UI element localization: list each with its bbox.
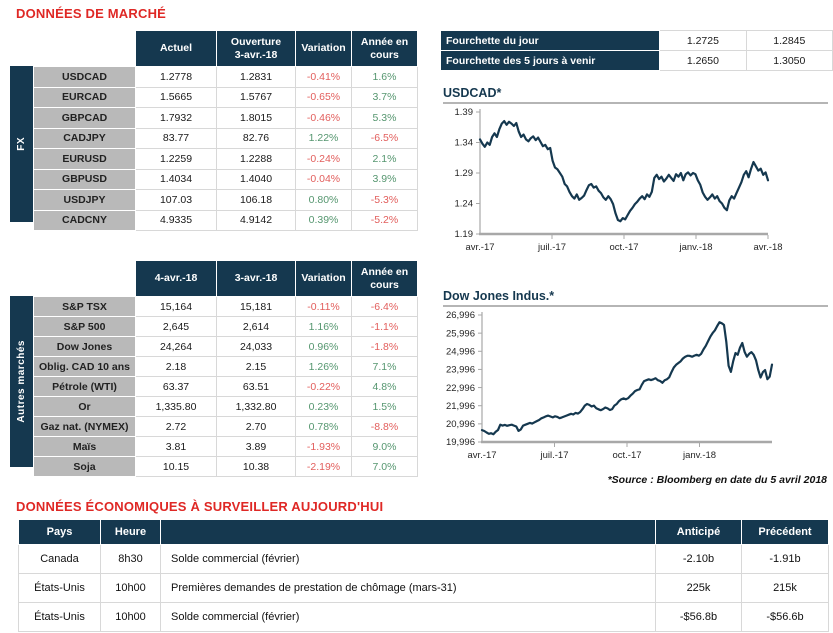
ytd-value: 7.1%	[352, 357, 418, 377]
value-current: 1.2259	[136, 149, 217, 170]
value-current: 2,645	[136, 317, 217, 337]
variation-value: -0.24%	[296, 149, 352, 170]
value-open: 24,033	[217, 337, 296, 357]
event-description-cell: Solde commercial (février)	[161, 603, 656, 632]
row-label: GBPUSD	[34, 169, 136, 190]
table-row	[34, 108, 418, 129]
market-data-title: DONNÉES DE MARCHÉ	[16, 6, 167, 21]
value-current: 24,264	[136, 337, 217, 357]
svg-text:avr.-18: avr.-18	[753, 242, 783, 253]
svg-text:22,996: 22,996	[445, 382, 475, 394]
row-label: Or	[34, 397, 136, 417]
row-label: CADJPY	[34, 128, 136, 149]
row-label: EURUSD	[34, 149, 136, 170]
svg-text:1.24: 1.24	[454, 198, 473, 210]
value-open: 1.2831	[217, 67, 296, 88]
event-description-cell: Premières demandes de prestation de chômage (mars-31)	[161, 574, 656, 603]
variation-value: 1.16%	[296, 317, 352, 337]
markets-group-bar	[10, 296, 33, 467]
markets-header-row	[34, 261, 418, 297]
markets-group-label: Autres marchés	[16, 340, 27, 423]
country-cell: États-Unis	[19, 574, 101, 603]
svg-text:janv.-18: janv.-18	[679, 242, 713, 253]
variation-value: -0.11%	[296, 297, 352, 317]
svg-text:1.39: 1.39	[454, 107, 473, 119]
value-open: 1,332.80	[217, 397, 296, 417]
time-cell: 10h00	[101, 574, 161, 603]
value-current: 2.18	[136, 357, 217, 377]
row-label: USDJPY	[34, 190, 136, 211]
ytd-value: 5.3%	[352, 108, 418, 129]
country-cell: Canada	[19, 545, 101, 574]
column-header-actuel: Actuel	[136, 31, 217, 67]
table-row	[34, 190, 418, 211]
row-label: GBPCAD	[34, 108, 136, 129]
column-header-heure: Heure	[101, 520, 161, 545]
value-open: 3.89	[217, 437, 296, 457]
econ-row	[19, 603, 829, 632]
svg-text:19,996: 19,996	[445, 437, 475, 449]
svg-text:21,996: 21,996	[445, 400, 475, 412]
value-current: 1.5665	[136, 87, 217, 108]
value-open: 1.8015	[217, 108, 296, 129]
value-current: 83.77	[136, 128, 217, 149]
anticipated-cell: -$56.8b	[656, 603, 742, 632]
svg-text:juil.-17: juil.-17	[538, 242, 566, 253]
econ-row	[19, 545, 829, 574]
range-label: Fourchette du jour	[441, 31, 660, 51]
table-row	[34, 357, 418, 377]
table-row	[34, 149, 418, 170]
table-row	[34, 377, 418, 397]
value-open: 2.70	[217, 417, 296, 437]
svg-text:oct.-17: oct.-17	[612, 450, 642, 461]
column-header-3avr: 3-avr.-18	[217, 261, 296, 297]
value-current: 4.9335	[136, 210, 217, 231]
table-row	[34, 437, 418, 457]
dowjones-chart-plot	[430, 307, 832, 462]
ytd-value: -5.3%	[352, 190, 418, 211]
ytd-value: -1.1%	[352, 317, 418, 337]
value-current: 1.4034	[136, 169, 217, 190]
svg-text:avr.-17: avr.-17	[467, 450, 497, 461]
value-current: 10.15	[136, 457, 217, 477]
value-current: 1.7932	[136, 108, 217, 129]
table-row	[34, 210, 418, 231]
range-high: 1.3050	[746, 51, 832, 71]
ytd-value: 3.9%	[352, 169, 418, 190]
previous-cell: 215k	[742, 574, 829, 603]
svg-text:20,996: 20,996	[445, 419, 475, 431]
svg-text:avr.-17: avr.-17	[465, 242, 495, 253]
dowjones-chart	[430, 289, 832, 462]
row-label: Pétrole (WTI)	[34, 377, 136, 397]
table-row	[34, 337, 418, 357]
time-cell: 10h00	[101, 603, 161, 632]
range-row-day	[441, 31, 833, 51]
row-label: Dow Jones	[34, 337, 136, 357]
table-row	[34, 169, 418, 190]
table-row	[34, 317, 418, 337]
previous-cell: -$56.6b	[742, 603, 829, 632]
value-open: 106.18	[217, 190, 296, 211]
column-header-ouverture: Ouverture 3-avr.-18	[217, 31, 296, 67]
usdcad-chart-title: USDCAD*	[443, 86, 502, 100]
value-current: 2.72	[136, 417, 217, 437]
variation-value: -0.22%	[296, 377, 352, 397]
variation-value: -1.93%	[296, 437, 352, 457]
range-low: 1.2650	[660, 51, 746, 71]
ytd-value: -5.2%	[352, 210, 418, 231]
country-cell: États-Unis	[19, 603, 101, 632]
variation-value: 1.26%	[296, 357, 352, 377]
value-open: 10.38	[217, 457, 296, 477]
ytd-value: 1.6%	[352, 67, 418, 88]
previous-cell: -1.91b	[742, 545, 829, 574]
row-label: Soja	[34, 457, 136, 477]
column-header-ytd: Année en cours	[352, 261, 418, 297]
usdcad-range-table	[440, 30, 833, 71]
value-open: 1.2288	[217, 149, 296, 170]
variation-value: -0.65%	[296, 87, 352, 108]
fx-group-bar	[10, 66, 33, 222]
fx-header-row	[34, 31, 418, 67]
event-description-cell: Solde commercial (février)	[161, 545, 656, 574]
usdcad-chart-plot	[430, 104, 832, 254]
range-low: 1.2725	[660, 31, 746, 51]
source-note: *Source : Bloomberg en date du 5 avril 2018	[607, 474, 827, 486]
ytd-value: -1.8%	[352, 337, 418, 357]
value-open: 1.5767	[217, 87, 296, 108]
econ-data-title: DONNÉES ÉCONOMIQUES À SURVEILLER AUJOURD'HUI	[16, 499, 384, 514]
value-open: 15,181	[217, 297, 296, 317]
row-label: Oblig. CAD 10 ans	[34, 357, 136, 377]
table-row	[34, 67, 418, 88]
row-label: USDCAD	[34, 67, 136, 88]
ytd-value: -6.4%	[352, 297, 418, 317]
svg-text:1.19: 1.19	[454, 229, 473, 241]
row-label: S&P TSX	[34, 297, 136, 317]
ytd-value: -6.5%	[352, 128, 418, 149]
value-open: 1.4040	[217, 169, 296, 190]
value-current: 3.81	[136, 437, 217, 457]
row-label: S&P 500	[34, 317, 136, 337]
table-row	[34, 417, 418, 437]
variation-value: 0.39%	[296, 210, 352, 231]
value-open: 4.9142	[217, 210, 296, 231]
row-label: Gaz nat. (NYMEX)	[34, 417, 136, 437]
variation-value: 0.23%	[296, 397, 352, 417]
svg-text:1.34: 1.34	[454, 137, 473, 149]
anticipated-cell: -2.10b	[656, 545, 742, 574]
column-header-ytd: Année en cours	[352, 31, 418, 67]
ytd-value: -8.8%	[352, 417, 418, 437]
row-label: EURCAD	[34, 87, 136, 108]
svg-text:25,996: 25,996	[445, 328, 475, 340]
usdcad-chart	[430, 86, 832, 254]
value-current: 63.37	[136, 377, 217, 397]
dowjones-chart-title: Dow Jones Indus.*	[443, 289, 555, 303]
table-row	[34, 397, 418, 417]
anticipated-cell: 225k	[656, 574, 742, 603]
column-header-pays: Pays	[19, 520, 101, 545]
value-current: 15,164	[136, 297, 217, 317]
value-open: 2,614	[217, 317, 296, 337]
row-label: CADCNY	[34, 210, 136, 231]
table-row	[34, 128, 418, 149]
column-header-anticipe: Anticipé	[656, 520, 742, 545]
svg-text:juil.-17: juil.-17	[540, 450, 569, 461]
variation-value: 0.80%	[296, 190, 352, 211]
svg-text:26,996: 26,996	[445, 310, 475, 322]
fx-group-label: FX	[16, 137, 27, 151]
ytd-value: 1.5%	[352, 397, 418, 417]
row-label: Maïs	[34, 437, 136, 457]
table-row	[34, 87, 418, 108]
svg-text:24,996: 24,996	[445, 346, 475, 358]
fx-table	[33, 30, 418, 231]
variation-value: 0.96%	[296, 337, 352, 357]
svg-text:oct.-17: oct.-17	[609, 242, 639, 253]
corner-spacer	[34, 261, 136, 297]
variation-value: -0.46%	[296, 108, 352, 129]
variation-value: -0.04%	[296, 169, 352, 190]
svg-text:janv.-18: janv.-18	[682, 450, 717, 461]
value-current: 1,335.80	[136, 397, 217, 417]
table-row	[34, 457, 418, 477]
variation-value: -0.41%	[296, 67, 352, 88]
value-open: 2.15	[217, 357, 296, 377]
table-row	[34, 297, 418, 317]
econ-row	[19, 574, 829, 603]
column-header-desc	[161, 520, 656, 545]
svg-text:23,996: 23,996	[445, 364, 475, 376]
econ-table	[18, 519, 829, 632]
ytd-value: 4.8%	[352, 377, 418, 397]
column-header-variation: Variation	[296, 261, 352, 297]
econ-header-row	[19, 520, 829, 545]
variation-value: 0.78%	[296, 417, 352, 437]
value-current: 1.2778	[136, 67, 217, 88]
value-open: 82.76	[217, 128, 296, 149]
ytd-value: 2.1%	[352, 149, 418, 170]
value-open: 63.51	[217, 377, 296, 397]
value-current: 107.03	[136, 190, 217, 211]
variation-value: 1.22%	[296, 128, 352, 149]
column-header-precedent: Précédent	[742, 520, 829, 545]
column-header-4avr: 4-avr.-18	[136, 261, 217, 297]
variation-value: -2.19%	[296, 457, 352, 477]
range-row-5day	[441, 51, 833, 71]
ytd-value: 7.0%	[352, 457, 418, 477]
markets-table	[33, 260, 418, 477]
range-high: 1.2845	[746, 31, 832, 51]
ytd-value: 3.7%	[352, 87, 418, 108]
corner-spacer	[34, 31, 136, 67]
svg-text:1.29: 1.29	[454, 168, 473, 180]
range-label: Fourchette des 5 jours à venir	[441, 51, 660, 71]
time-cell: 8h30	[101, 545, 161, 574]
column-header-variation: Variation	[296, 31, 352, 67]
ytd-value: 9.0%	[352, 437, 418, 457]
